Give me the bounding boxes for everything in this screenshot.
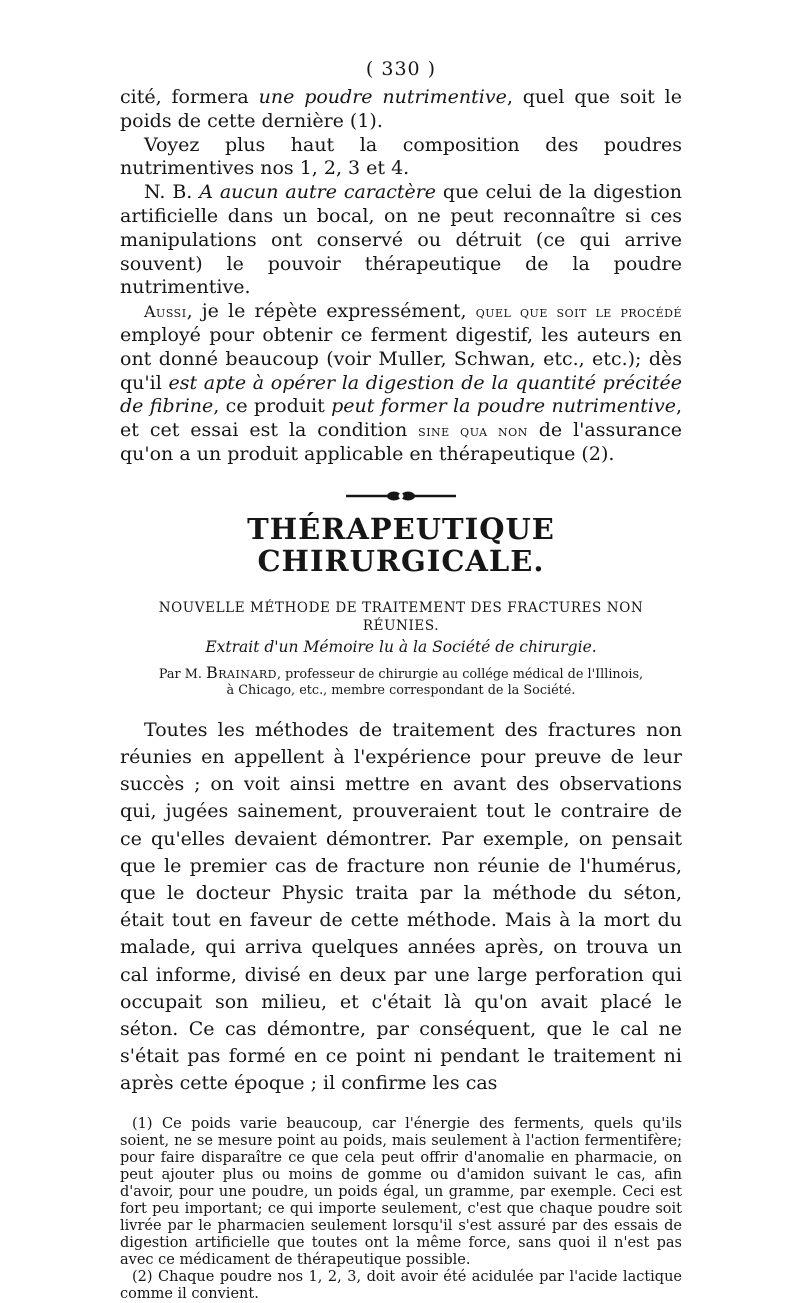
footnotes xyxy=(120,1116,682,1303)
paragraph-continuation: cité, formera une poudre nutrimentive, quel que soit le poids de cette dernière (1). xyxy=(120,86,682,132)
paragraph-nota-bene: N. B. A aucun autre caractère que celui de la digestion artificielle dans un bocal, on ne peut reconnaître si ces manipulations ont conservé ou détruit (ce qui arrive souvent) le pouvoir thérapeutique de la poudre nutrimentive. xyxy=(120,181,682,299)
footnote-2: (2) Chaque poudre nos 1, 2, 3, doit avoir été acidulée par l'acide lactique comme il convient. xyxy=(120,1268,682,1302)
section-ornament xyxy=(346,489,456,503)
section-subtitle: NOUVELLE MÉTHODE DE TRAITEMENT DES FRACTURES NON RÉUNIES. xyxy=(158,599,644,634)
author-byline: Par M. Brainard, professeur de chirurgie au collége médical de l'Illinois, à Chicago, etc., membre correspondant de la Société. xyxy=(158,662,644,698)
section-title: THÉRAPEUTIQUE CHIRURGICALE. xyxy=(247,511,555,578)
extract-note: Extrait d'un Mémoire lu à la Société de chirurgie. xyxy=(205,637,597,656)
main-paragraph: Toutes les méthodes de traitement des fractures non réunies en appellent à l'expérience pour preuve de leur succès ; on voit ainsi mettre en avant des observations qui, jugées sainement, prouveraient tout le contraire de ce qu'elles devaient démontrer. Par exemple, on pensait que le premier cas de fracture non réunie de l'humérus, que le docteur Physic traita par la méthode du séton, était tout en faveur de cette méthode. Mais à la mort du malade, qui arriva quelques années après, on trouva un cal informe, divisé en deux par une large perforation qui occupait son milieu, et c'était là qu'on avait placé le séton. Ce cas démontre, par conséquent, que le cal ne s'était pas formé en ce point ni pendant le traitement ni après cette époque ; il confirme les cas xyxy=(120,718,682,1095)
emphasis: A aucun autre caractère xyxy=(199,181,437,204)
paragraph-aussi: Aussi, je le répète expressément, quel que soit le procédé employé pour obtenir ce ferment digestif, les auteurs en ont donné beaucoup (voir Muller, Schwan, etc., etc.); dès qu'il est apte à opérer la digestion de la quantité précitée de fibrine, ce produit peut former la poudre nutrimentive, et cet essai est la condition sine qua non de l'assurance qu'on a un produit applicable en thérapeutique (2). xyxy=(120,300,683,465)
page-number: ( 330 ) xyxy=(365,58,437,80)
book-page xyxy=(120,58,682,1303)
paragraph-see-above: Voyez plus haut la composition des poudres nutrimentives nos 1, 2, 3 et 4. xyxy=(120,133,682,180)
emphasis: une poudre nutrimentive xyxy=(258,86,507,108)
footnote-1: (1) Ce poids varie beaucoup, car l'énergie des ferments, quels qu'ils soient, ne se mesure point au poids, mais seulement à l'action fermentifère; pour faire disparaître ce que cela peut offrir d'anomalie en pharmacie, on peut ajouter plus ou moins de gomme ou d'amidon suivant le cas, afin d'avoir, pour une poudre, un poids égal, un gramme, par exemple. Ceci est fort peu important; ce qui importe seulement, c'est que chaque poudre soit livrée par le pharmacien seulement lorsqu'il s'est assuré par des essais de digestion artificielle que toutes ont la même force, sans quoi il n'est pas avec ce médicament de thérapeutique possible. xyxy=(120,1115,682,1268)
